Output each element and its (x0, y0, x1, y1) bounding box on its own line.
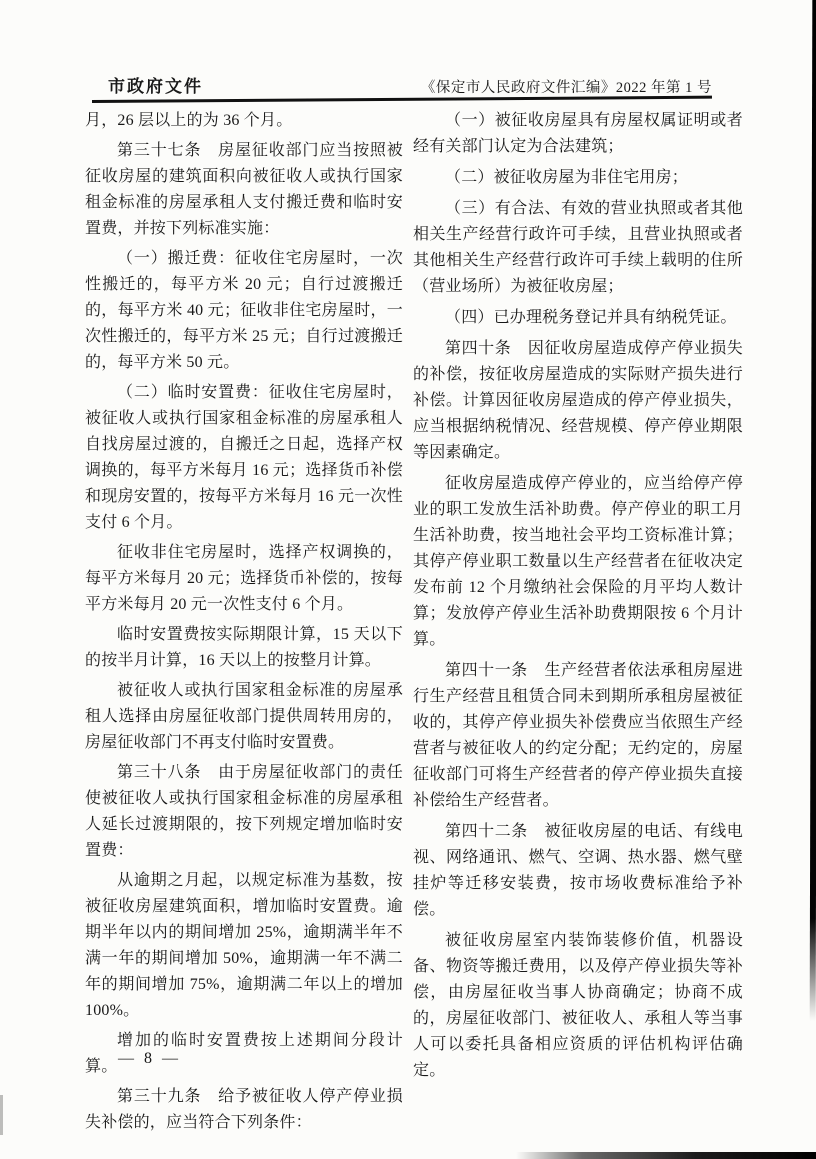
paragraph: （二）被征收房屋为非住宅用房； (445, 169, 689, 186)
paragraph: 第四十二条 被征收房屋的电话、有线电视、网络通讯、燃气、空调、热水器、燃气壁挂炉等迁移安装费，按市场收费标准给予补偿。 (413, 823, 743, 918)
paragraph: 月，26 层以上的为 36 个月。 (85, 112, 293, 129)
paragraph: 征收非住宅房屋时，选择产权调换的，每平方米每月 20 元；选择货币补偿的，按每平方米每月 20 元一次性支付 6 个月。 (85, 544, 403, 613)
paragraph: （三）有合法、有效的营业执照或者其他相关生产经营行政许可手续，且营业执照或者其他相关生产经营行政许可手续上载明的住所（营业场所）为被征收房屋； (413, 200, 743, 295)
scan-artifact-bottom-edge (516, 1152, 816, 1159)
paragraph: 第三十九条 给予被征收人停产停业损失补偿的，应当符合下列条件： (85, 1088, 403, 1131)
right-column (413, 108, 743, 1140)
paragraph: 增加的临时安置费按上述期间分段计算。 (85, 1032, 403, 1075)
paragraph: 被征收人或执行国家租金标准的房屋承租人选择由房屋征收部门提供周转用房的，房屋征收部门不再支付临时安置费。 (85, 682, 403, 751)
header-document-category: 市政府文件 (108, 77, 203, 96)
paragraph: 第三十八条 由于房屋征收部门的责任使被征收人或执行国家租金标准的房屋承租人延长过渡期限的，按下列规定增加临时安置费： (85, 764, 403, 859)
left-column (85, 108, 403, 1140)
page-header (92, 72, 712, 97)
scan-artifact-right-edge (810, 0, 816, 1021)
paragraph: 第四十一条 生产经营者依法承租房屋进行生产经营且租赁合同未到期所承租房屋被征收的，其停产停业损失补偿费应当依照生产经营者与被征收人的约定分配；无约定的，房屋征收部门可将生产经营者的停产停业损失直接补偿给生产经营者。 (413, 662, 743, 809)
paragraph: 第四十条 因征收房屋造成停产停业损失的补偿，按征收房屋造成的实际财产损失进行补偿。计算因征收房屋造成的停产停业损失，应当根据纳税情况、经营规模、停产停业期限等因素确定。 (413, 340, 743, 461)
document-body (85, 108, 743, 1140)
paragraph: 征收房屋造成停产停业的，应当给停产停业的职工发放生活补助费。停产停业的职工月生活补助费，按当地社会平均工资标准计算；其停产停业职工数量以生产经营者在征收决定发布前 12 个月缴纳社会保险的月平均人数计算；发放停产停业生活补助费期限按 6 个月计算。 (413, 475, 743, 648)
paragraph: 被征收房屋室内装饰装修价值，机器设备、物资等搬迁费用，以及停产停业损失等补偿，由房屋征收当事人协商确定；协商不成的，房屋征收部门、被征收人、承租人等当事人可以委托具备相应资质的评估机构评估确定。 (413, 932, 743, 1079)
header-publication-title: 《保定市人民政府文件汇编》2022 年第 1 号 (420, 80, 712, 96)
paragraph: （一）被征收房屋具有房屋权属证明或者经有关部门认定为合法建筑； (413, 112, 743, 155)
scan-artifact-left-smudge (0, 1095, 3, 1135)
paragraph: 临时安置费按实际期限计算，15 天以下的按半月计算，16 天以上的按整月计算。 (85, 626, 403, 669)
page-number: — 8 — (118, 1050, 181, 1067)
paragraph: 第三十七条 房屋征收部门应当按照被征收房屋的建筑面积向被征收人或执行国家租金标准的房屋承租人支付搬迁费和临时安置费，并按下列标准实施： (85, 142, 403, 237)
paragraph: 从逾期之月起，以规定标准为基数，按被征收房屋建筑面积，增加临时安置费。逾期半年以内的期间增加 25%，逾期满半年不满一年的期间增加 50%，逾期满一年不满二年的期间增加 75%，逾期满二年以上的增加 100%。 (85, 872, 403, 1019)
paragraph: （四）已办理税务登记并具有纳税凭证。 (445, 309, 737, 326)
paragraph: （一）搬迁费：征收住宅房屋时，一次性搬迁的，每平方米 20 元；自行过渡搬迁的，每平方米 40 元；征收非住宅房屋时，一次性搬迁的，每平方米 25 元；自行过渡搬迁的，每平方米 50 元。 (85, 250, 403, 371)
paragraph: （二）临时安置费：征收住宅房屋时，被征收人或执行国家租金标准的房屋承租人自找房屋过渡的，自搬迁之日起，选择产权调换的，每平方米每月 16 元；选择货币补偿和现房安置的，按每平方米每月 16 元一次性支付 6 个月。 (85, 384, 403, 531)
